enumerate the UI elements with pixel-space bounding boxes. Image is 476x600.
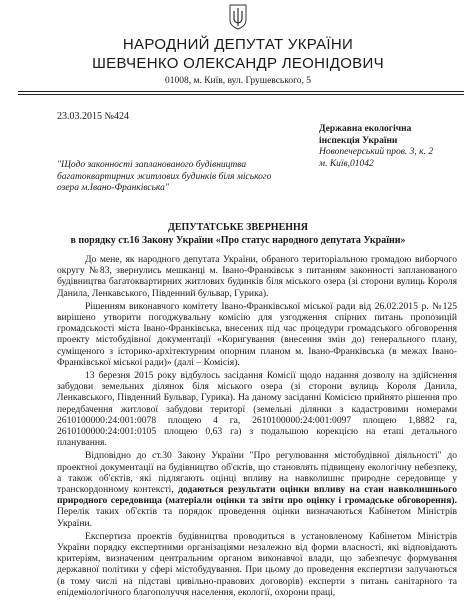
document-heading: ДЕПУТАТСЬКЕ ЗВЕРНЕННЯ: [167, 222, 309, 233]
recipient-line-2: інспекція України: [319, 135, 398, 146]
paragraph-5: Експертиза проектів будівництва проводиться в установленому Кабінетом Міністрів України порядку експертними організаціями незалежно від форми власності, які відповідають критеріям, визначеним центральним органом виконавчої влади, що забезпечує формування державної політики у сфері містобудування. При цьому до проведення експертизи залучаються (в тому числі на підставі цивільно-правових договорів) експерти з питань санітарного та епідеміологічного благополуччя населення, екології, охорони праці,: [57, 530, 457, 598]
recipient-block: [319, 124, 433, 170]
recipient-line-1: Державна екологічна: [319, 124, 412, 134]
paragraph-4-end: Перелік таких об'єктів та порядок проведення оцінки визначаються Кабінетом Міністрів України.: [57, 506, 457, 529]
deputy-title: НАРОДНИЙ ДЕПУТАТ УКРАЇНИ: [122, 36, 354, 53]
recipient-address-line: Новопечерський пров. 3, к. 2: [319, 147, 434, 157]
paragraph-2: Рішенням виконавчого комітету Івано-Франківської міської ради від 26.02.2015 р. №125 вирішено утворити погоджувальну комісію для узгодження спірних питань пропозицій громадськості міста Івано-Франківська, внесених під час процедури громадського обговорення проекту містобудівної документації «Коригування (внесення змін до) генерального плану, суміщеного з історико-архітектурним опорним планом м. Івано-Франківська (в межах Івано-Франківської міської ради)» (далі – Комісія).: [57, 300, 457, 368]
document-subheading: в порядку ст.16 Закону України «Про статус народного депутата України»: [70, 235, 406, 246]
paragraph-1: До мене, як народного депутата України, обраного територіальною громадою виборчого округу №83, звернулись мешканці м. Івано-Франківськ з питанням законності запланованого будівництва багатоквартирних житлових будинків біля міського озера (зі сторони вулиць Короля Данила, Ленкавського, Південний бульвар, Гурика).: [57, 254, 457, 299]
subject-line: "Щодо законності запланованого будівництва багатоквартирних житлових будинків біля міського озера м.Івано-Франківська": [57, 160, 272, 193]
sender-address: 01008, м. Київ, вул. Грушевського, 5: [164, 76, 312, 86]
header-divider-thin: [18, 94, 464, 95]
paragraph-4-bold: додаються результати оцінки впливу на стан навколишнього природного середовища (матеріали оцінки та звіти про оцінку і громадське обговорення).: [57, 484, 457, 507]
deputy-name: ШЕВЧЕНКО ОЛЕКСАНДР ЛЕОНІДОВИЧ: [92, 55, 384, 72]
paragraph-3: 13 березня 2015 року відбулось засідання Комісії щодо надання дозволу на здійснення забудови земельних ділянок біля міського озера (зі сторони вулиць Короля Данила, Ленкавського, Південний Бульвар, Гурика). На даному засіданні Комісією прийнято рішення про передбачення житлової забудови територї (земельні ділянки з кадастровими номерами 2610100000:24:001:0078 площею 4 га, 2610100000:24:001:0097 площею 1,8882 га, 2610100000:24:001:0105 площею 0,63 га) з подальшою корекцією на етапі детального планування.: [57, 370, 457, 449]
paragraph-4-start: Відповідно до ст.30 Закону України "Про регулювання містобудівної діяльності" до проектної документації на будівництво об'єктів, що становлять підвищену екологічну небезпеку, а також об'єктів, які підлягають оцінці впливу на навколишнє природне середовище у транскордонному контексті,: [57, 450, 457, 496]
header-divider: [18, 91, 464, 92]
document-body: [57, 254, 457, 600]
recipient-city-line: м. Київ,01042: [319, 158, 374, 169]
trident-coat-of-arms-icon: [229, 4, 247, 30]
paragraph-4: [57, 450, 457, 528]
outgoing-number: 23.03.2015 №424: [57, 111, 130, 122]
